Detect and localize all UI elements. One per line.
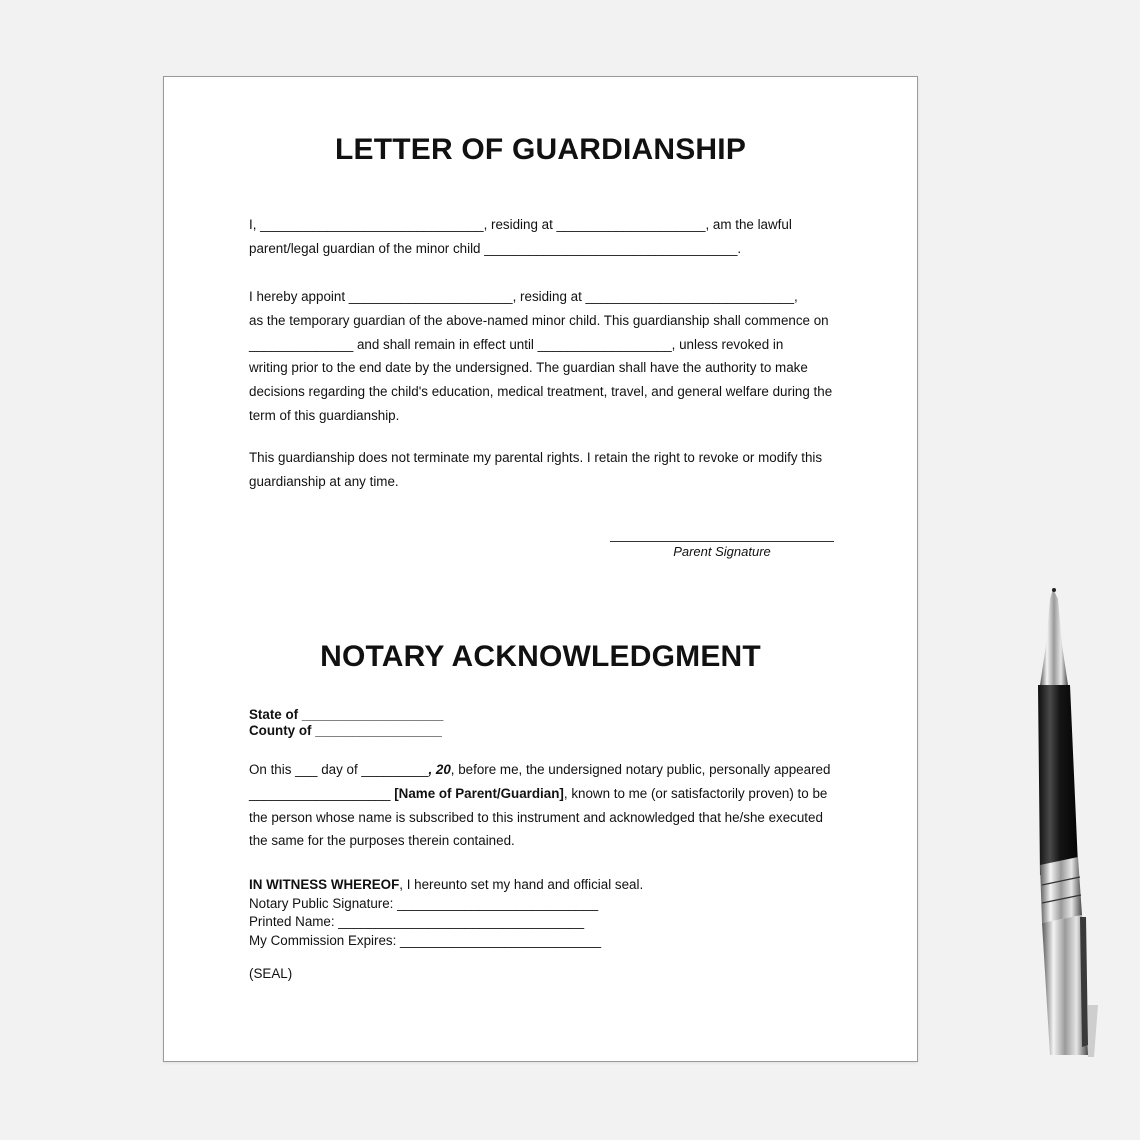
seal-label: (SEAL): [249, 966, 293, 981]
name-placeholder: [Name of Parent/Guardian]: [394, 785, 564, 801]
text-segment: , before me, the undersigned notary public, personally appeared: [450, 762, 831, 777]
ballpoint-pen-icon: [1020, 585, 1110, 1065]
year-prefix: , 20: [428, 762, 451, 777]
text-line: [249, 782, 854, 806]
signature-label: Parent Signature: [673, 544, 771, 559]
text-line: decisions regarding the child's education, medical treatment, travel, and general welfare during the: [249, 384, 833, 400]
witness-line: [249, 876, 643, 895]
text-line: parent/legal guardian of the minor child __________________________________.: [249, 240, 742, 256]
witness-block: [249, 876, 643, 950]
witness-heading: IN WITNESS WHEREOF: [249, 877, 400, 892]
text-line: ______________ and shall remain in effect until __________________, unless revoked in: [249, 336, 784, 352]
witness-text: , I hereunto set my hand and official seal.: [399, 877, 644, 892]
notary-signature-line: Notary Public Signature: ___________________________: [249, 895, 599, 911]
text-line: as the temporary guardian of the above-named minor child. This guardianship shall commence on: [249, 312, 829, 328]
text-line: I, ______________________________, residing at ____________________, am the lawful: [249, 217, 792, 232]
text-line: This guardianship does not terminate my parental rights. I retain the right to revoke or modify this: [249, 450, 823, 465]
guardianship-paragraph-1: [249, 213, 854, 261]
document-page: [163, 76, 918, 1062]
text-line: guardianship at any time.: [249, 473, 399, 489]
text-segment: On this ___ day of _________: [249, 762, 429, 777]
text-segment: , known to me (or satisfactorily proven) to be: [563, 785, 828, 801]
guardianship-paragraph-2: [249, 285, 854, 428]
text-line: term of this guardianship.: [249, 407, 400, 423]
text-line: [249, 758, 854, 782]
document-title: LETTER OF GUARDIANSHIP: [334, 133, 747, 166]
commission-line: My Commission Expires: ___________________________: [249, 932, 602, 948]
notary-title: NOTARY ACKNOWLEDGMENT: [320, 640, 761, 673]
state-line: State of ___________________: [249, 707, 444, 722]
signature-line: [610, 541, 834, 542]
text-line: I hereby appoint ______________________, residing at ____________________________,: [249, 289, 798, 304]
state-county-block: [249, 707, 443, 739]
county-line: County of _________________: [249, 723, 442, 738]
guardianship-paragraph-3: [249, 446, 854, 494]
text-line: writing prior to the end date by the undersigned. The guardian shall have the authority to make: [249, 360, 808, 376]
printed-name-line: Printed Name: _________________________________: [249, 914, 585, 929]
text-segment: ___________________: [249, 785, 395, 801]
text-line: the person whose name is subscribed to this instrument and acknowledged that he/she executed: [249, 809, 823, 825]
notary-paragraph: [249, 758, 854, 853]
text-line: the same for the purposes therein contained.: [249, 833, 515, 849]
